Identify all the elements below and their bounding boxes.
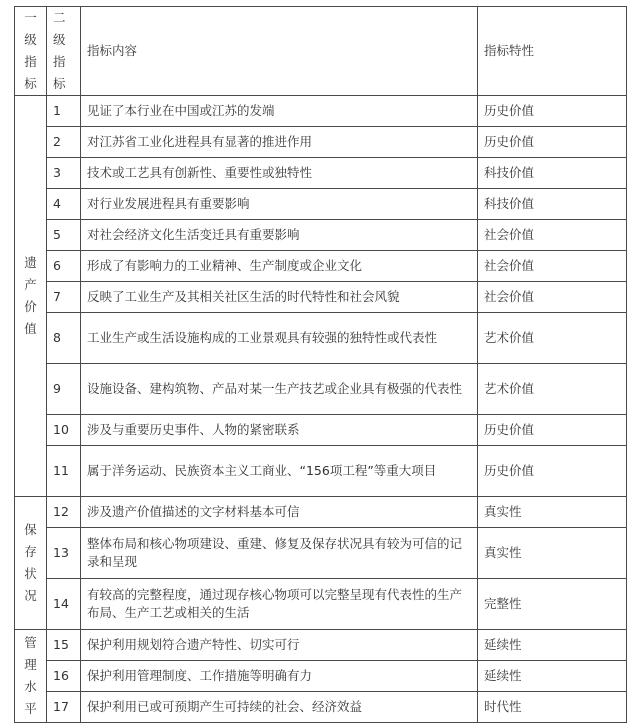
row-property: 科技价值	[478, 158, 627, 189]
row-property: 时代性	[478, 692, 627, 723]
row-content: 整体布局和核心物项建设、重建、修复及保存状况具有较为可信的记录和呈现	[81, 528, 478, 579]
row-number: 11	[47, 446, 81, 497]
group-char: 管	[24, 635, 37, 650]
header-level2-char: 级	[53, 32, 66, 47]
row-property: 历史价值	[478, 96, 627, 127]
row-content: 设施设备、建构筑物、产品对某一生产技艺或企业具有极强的代表性	[81, 364, 478, 415]
row-property: 艺术价值	[478, 313, 627, 364]
table-row	[15, 96, 627, 127]
row-number: 10	[47, 415, 81, 446]
row-property: 社会价值	[478, 251, 627, 282]
row-content: 形成了有影响力的工业精神、生产制度或企业文化	[81, 251, 478, 282]
row-property: 历史价值	[478, 127, 627, 158]
group-char: 水	[24, 679, 37, 694]
table-row	[15, 497, 627, 528]
table-row	[15, 528, 627, 579]
row-number: 14	[47, 579, 81, 630]
header-level1-char: 指	[24, 54, 37, 69]
row-content: 保护利用已或可预期产生可持续的社会、经济效益	[81, 692, 478, 723]
row-property: 历史价值	[478, 446, 627, 497]
row-number: 5	[47, 220, 81, 251]
table-row	[15, 282, 627, 313]
table-row	[15, 158, 627, 189]
group-char: 况	[24, 588, 37, 603]
group-char: 遗	[24, 255, 37, 270]
header-level1-char: 一	[24, 10, 37, 25]
group-char: 保	[24, 522, 37, 537]
row-number: 17	[47, 692, 81, 723]
group-char: 价	[24, 299, 37, 314]
header-level1-char: 级	[24, 32, 37, 47]
header-level2-char: 标	[53, 76, 66, 91]
row-content: 对社会经济文化生活变迁具有重要影响	[81, 220, 478, 251]
row-property: 延续性	[478, 630, 627, 661]
header-level2	[47, 7, 81, 96]
row-content: 有较高的完整程度，通过现存核心物项可以完整呈现有代表性的生产布局、生产工艺或相关的生活	[81, 579, 478, 630]
row-content: 保护利用管理制度、工作措施等明确有力	[81, 661, 478, 692]
row-property: 延续性	[478, 661, 627, 692]
table-row	[15, 364, 627, 415]
row-number: 12	[47, 497, 81, 528]
group-char: 理	[24, 657, 37, 672]
table-row	[15, 415, 627, 446]
header-level2-char: 二	[53, 10, 66, 25]
table-row	[15, 579, 627, 630]
table-row	[15, 189, 627, 220]
row-property: 艺术价值	[478, 364, 627, 415]
row-number: 6	[47, 251, 81, 282]
row-content: 属于洋务运动、民族资本主义工商业、“156项工程”等重大项目	[81, 446, 478, 497]
row-number: 2	[47, 127, 81, 158]
row-content: 保护利用规划符合遗产特性、切实可行	[81, 630, 478, 661]
row-content: 涉及遗产价值描述的文字材料基本可信	[81, 497, 478, 528]
group-char: 平	[24, 701, 37, 716]
table-row	[15, 630, 627, 661]
group-char: 值	[24, 321, 37, 336]
row-content: 工业生产或生活设施构成的工业景观具有较强的独特性或代表性	[81, 313, 478, 364]
group-cell	[15, 630, 47, 723]
row-content: 技术或工艺具有创新性、重要性或独特性	[81, 158, 478, 189]
table-row	[15, 692, 627, 723]
row-number: 3	[47, 158, 81, 189]
header-property: 指标特性	[478, 7, 627, 96]
group-cell	[15, 497, 47, 630]
header-content: 指标内容	[81, 7, 478, 96]
row-property: 真实性	[478, 528, 627, 579]
header-level1	[15, 7, 47, 96]
row-content: 见证了本行业在中国或江苏的发端	[81, 96, 478, 127]
row-number: 1	[47, 96, 81, 127]
row-property: 科技价值	[478, 189, 627, 220]
row-content: 涉及与重要历史事件、人物的紧密联系	[81, 415, 478, 446]
row-number: 7	[47, 282, 81, 313]
row-property: 历史价值	[478, 415, 627, 446]
row-content: 对行业发展进程具有重要影响	[81, 189, 478, 220]
row-content: 对江苏省工业化进程具有显著的推进作用	[81, 127, 478, 158]
table-row	[15, 127, 627, 158]
group-char: 存	[24, 544, 37, 559]
header-level2-char: 指	[53, 54, 66, 69]
row-property: 完整性	[478, 579, 627, 630]
row-number: 8	[47, 313, 81, 364]
group-cell	[15, 96, 47, 497]
group-char: 状	[24, 566, 37, 581]
row-number: 16	[47, 661, 81, 692]
row-number: 9	[47, 364, 81, 415]
header-row	[15, 7, 627, 96]
row-number: 4	[47, 189, 81, 220]
row-property: 真实性	[478, 497, 627, 528]
table-row	[15, 220, 627, 251]
row-property: 社会价值	[478, 282, 627, 313]
row-number: 15	[47, 630, 81, 661]
table-row	[15, 251, 627, 282]
table-row	[15, 661, 627, 692]
row-property: 社会价值	[478, 220, 627, 251]
indicator-table	[14, 6, 627, 723]
row-content: 反映了工业生产及其相关社区生活的时代特性和社会风貌	[81, 282, 478, 313]
table-row	[15, 446, 627, 497]
row-number: 13	[47, 528, 81, 579]
table-row	[15, 313, 627, 364]
header-level1-char: 标	[24, 76, 37, 91]
group-char: 产	[24, 277, 37, 292]
